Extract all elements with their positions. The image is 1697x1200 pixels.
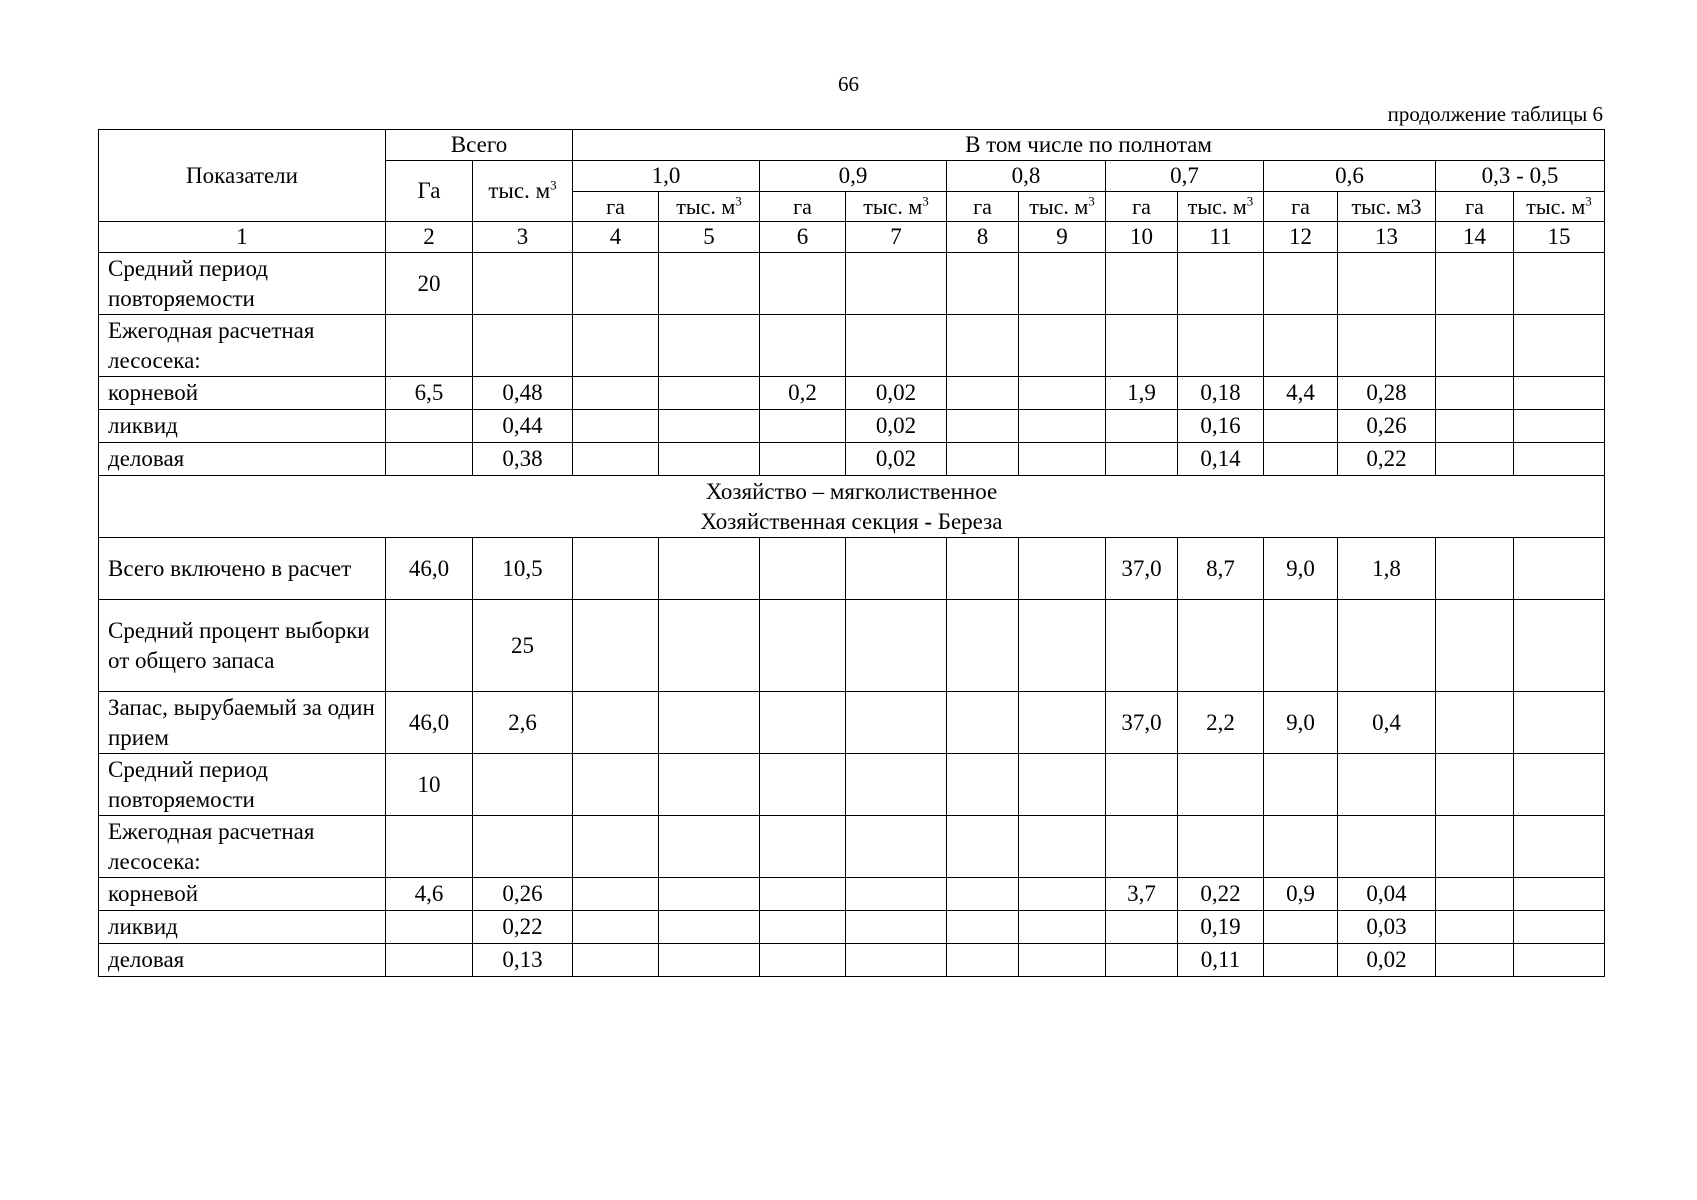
table-continuation-note: продолжение таблицы 6 bbox=[1387, 102, 1603, 126]
header-density-1-0: 1,0 bbox=[573, 161, 760, 192]
table-cell: 1,8 bbox=[1338, 538, 1436, 600]
header-density-0-7: 0,7 bbox=[1106, 161, 1264, 192]
table-cell bbox=[386, 315, 473, 377]
row-label: корневой bbox=[99, 377, 386, 410]
table-cell bbox=[760, 315, 846, 377]
section-header-row bbox=[99, 476, 1605, 538]
table-cell: 0,48 bbox=[473, 377, 573, 410]
row-label: деловая bbox=[99, 443, 386, 476]
sub-volume: тыс. $м^3$ bbox=[1178, 192, 1264, 222]
col-number: 3 bbox=[473, 222, 573, 253]
table-cell bbox=[659, 443, 760, 476]
table-cell bbox=[1264, 911, 1338, 944]
table-cell bbox=[659, 944, 760, 977]
table-cell bbox=[760, 692, 846, 754]
header-total-volume: тыс. $м^3$ bbox=[473, 161, 573, 222]
table-cell bbox=[473, 315, 573, 377]
table-cell: 0,16 bbox=[1178, 410, 1264, 443]
table-cell bbox=[1514, 754, 1605, 816]
table-cell bbox=[1436, 944, 1514, 977]
table-cell bbox=[1264, 410, 1338, 443]
header-by-density: В том числе по полнотам bbox=[573, 130, 1605, 161]
table-row bbox=[99, 410, 1605, 443]
sub-volume: тыс. $м^3$ bbox=[846, 192, 947, 222]
table-cell: 0,02 bbox=[1338, 944, 1436, 977]
row-label: Запас, вырубаемый за один прием bbox=[99, 692, 386, 754]
col-number: 12 bbox=[1264, 222, 1338, 253]
table-cell: 0,22 bbox=[473, 911, 573, 944]
table-cell bbox=[1338, 754, 1436, 816]
table-row bbox=[99, 816, 1605, 878]
table-cell bbox=[760, 443, 846, 476]
row-label: Всего включено в расчет bbox=[99, 538, 386, 600]
table-cell: 0,02 bbox=[846, 443, 947, 476]
table-cell bbox=[1019, 911, 1106, 944]
table-cell: 0,14 bbox=[1178, 443, 1264, 476]
table-cell bbox=[1436, 816, 1514, 878]
table-cell: 0,02 bbox=[846, 377, 947, 410]
forest-table bbox=[98, 129, 1605, 977]
table-cell bbox=[659, 253, 760, 315]
table-cell bbox=[1514, 253, 1605, 315]
table-cell: 0,11 bbox=[1178, 944, 1264, 977]
table-cell: 46,0 bbox=[386, 692, 473, 754]
row-label: деловая bbox=[99, 944, 386, 977]
table-cell bbox=[760, 816, 846, 878]
table-cell: 1,9 bbox=[1106, 377, 1178, 410]
table-cell bbox=[573, 538, 659, 600]
table-cell bbox=[1178, 754, 1264, 816]
table-cell bbox=[1019, 253, 1106, 315]
table-cell bbox=[1106, 944, 1178, 977]
table-cell: 0,4 bbox=[1338, 692, 1436, 754]
col-number: 8 bbox=[947, 222, 1019, 253]
table-row bbox=[99, 600, 1605, 692]
table-cell bbox=[573, 315, 659, 377]
table-cell bbox=[1106, 253, 1178, 315]
table-cell bbox=[1338, 315, 1436, 377]
table-cell bbox=[573, 911, 659, 944]
table-cell bbox=[1019, 315, 1106, 377]
col-number: 11 bbox=[1178, 222, 1264, 253]
table-cell: 0,44 bbox=[473, 410, 573, 443]
table-cell bbox=[1106, 315, 1178, 377]
table-cell bbox=[573, 692, 659, 754]
table-cell bbox=[1264, 816, 1338, 878]
table-cell bbox=[846, 692, 947, 754]
table-cell bbox=[386, 443, 473, 476]
table-cell: 0,03 bbox=[1338, 911, 1436, 944]
table-cell: 4,4 bbox=[1264, 377, 1338, 410]
table-cell: 25 bbox=[473, 600, 573, 692]
table-cell bbox=[760, 944, 846, 977]
table-row bbox=[99, 253, 1605, 315]
table-cell bbox=[947, 443, 1019, 476]
table-cell bbox=[1264, 944, 1338, 977]
table-cell: 8,7 bbox=[1178, 538, 1264, 600]
table-cell bbox=[846, 600, 947, 692]
table-cell bbox=[1106, 443, 1178, 476]
table-cell bbox=[947, 754, 1019, 816]
table-row bbox=[99, 538, 1605, 600]
table-cell bbox=[1436, 443, 1514, 476]
table-cell bbox=[947, 253, 1019, 315]
row-label: ликвид bbox=[99, 410, 386, 443]
table-cell: 46,0 bbox=[386, 538, 473, 600]
table-cell bbox=[659, 377, 760, 410]
table-row bbox=[99, 878, 1605, 911]
table-cell: 0,22 bbox=[1178, 878, 1264, 911]
table-cell bbox=[947, 538, 1019, 600]
table-cell bbox=[846, 538, 947, 600]
sub-volume: тыс. $м^3$ bbox=[1019, 192, 1106, 222]
table-cell bbox=[1436, 410, 1514, 443]
table-cell bbox=[573, 944, 659, 977]
table-cell: 0,2 bbox=[760, 377, 846, 410]
table-cell: 0,02 bbox=[846, 410, 947, 443]
table-cell bbox=[1514, 377, 1605, 410]
table-row bbox=[99, 754, 1605, 816]
table-cell: 0,22 bbox=[1338, 443, 1436, 476]
table-cell bbox=[1436, 538, 1514, 600]
table-cell: 0,38 bbox=[473, 443, 573, 476]
table-cell bbox=[573, 600, 659, 692]
table-cell bbox=[386, 600, 473, 692]
row-label: Ежегодная расчетная лесосека: bbox=[99, 816, 386, 878]
table-cell bbox=[760, 253, 846, 315]
table-cell bbox=[573, 410, 659, 443]
header-total: Всего bbox=[386, 130, 573, 161]
table-cell bbox=[846, 944, 947, 977]
table-cell bbox=[846, 911, 947, 944]
col-number: 13 bbox=[1338, 222, 1436, 253]
table-cell bbox=[1436, 754, 1514, 816]
table-cell bbox=[1264, 443, 1338, 476]
table-cell bbox=[573, 443, 659, 476]
table-cell: 20 bbox=[386, 253, 473, 315]
table-cell bbox=[1264, 253, 1338, 315]
col-number: 15 bbox=[1514, 222, 1605, 253]
col-number: 4 bbox=[573, 222, 659, 253]
table-cell bbox=[1338, 253, 1436, 315]
row-label: Средний процент выборки от общего запаса bbox=[99, 600, 386, 692]
table-cell bbox=[760, 754, 846, 816]
page-number: 66 bbox=[838, 72, 859, 96]
col-number: 14 bbox=[1436, 222, 1514, 253]
header-density-0-9: 0,9 bbox=[760, 161, 947, 192]
row-label: ликвид bbox=[99, 911, 386, 944]
table-cell bbox=[947, 816, 1019, 878]
header-density-0-8: 0,8 bbox=[947, 161, 1106, 192]
table-cell bbox=[1178, 315, 1264, 377]
sub-ha: га bbox=[1436, 192, 1514, 222]
table-cell bbox=[659, 911, 760, 944]
table-cell bbox=[1436, 692, 1514, 754]
table-cell bbox=[1514, 692, 1605, 754]
table-cell: 37,0 bbox=[1106, 692, 1178, 754]
table-cell bbox=[473, 253, 573, 315]
sub-ha: га bbox=[1106, 192, 1178, 222]
section-title bbox=[99, 476, 1605, 538]
table-cell: 9,0 bbox=[1264, 538, 1338, 600]
table-cell: 37,0 bbox=[1106, 538, 1178, 600]
table-cell bbox=[1514, 944, 1605, 977]
table-cell bbox=[947, 878, 1019, 911]
table-cell bbox=[1019, 878, 1106, 911]
table-cell bbox=[1019, 754, 1106, 816]
table-cell bbox=[1436, 600, 1514, 692]
table-cell bbox=[659, 410, 760, 443]
table-cell bbox=[1178, 253, 1264, 315]
table-cell: 0,26 bbox=[473, 878, 573, 911]
table-cell bbox=[1019, 944, 1106, 977]
table-cell bbox=[1106, 600, 1178, 692]
table-cell bbox=[386, 410, 473, 443]
table-cell bbox=[1019, 538, 1106, 600]
table-cell bbox=[1019, 443, 1106, 476]
table-cell: 0,28 bbox=[1338, 377, 1436, 410]
table-cell: 3,7 bbox=[1106, 878, 1178, 911]
table-cell bbox=[1514, 410, 1605, 443]
table-cell bbox=[659, 600, 760, 692]
table-cell bbox=[760, 911, 846, 944]
table-cell bbox=[846, 878, 947, 911]
table-cell: 6,5 bbox=[386, 377, 473, 410]
table-cell bbox=[947, 600, 1019, 692]
table-cell bbox=[573, 878, 659, 911]
table-cell bbox=[1338, 816, 1436, 878]
table-cell bbox=[1106, 410, 1178, 443]
col-number: 2 bbox=[386, 222, 473, 253]
table-cell bbox=[659, 315, 760, 377]
table-cell: 10 bbox=[386, 754, 473, 816]
table-cell bbox=[1436, 253, 1514, 315]
header-row-1 bbox=[99, 130, 1605, 161]
table-cell: 9,0 bbox=[1264, 692, 1338, 754]
table-cell bbox=[846, 754, 947, 816]
table-cell bbox=[1264, 754, 1338, 816]
table-cell: 0,13 bbox=[473, 944, 573, 977]
col-number: 7 bbox=[846, 222, 947, 253]
table-cell bbox=[760, 538, 846, 600]
table-row bbox=[99, 692, 1605, 754]
table-cell bbox=[846, 816, 947, 878]
table-cell bbox=[1338, 600, 1436, 692]
table-cell bbox=[1019, 410, 1106, 443]
row-label: Средний период повторяемости bbox=[99, 253, 386, 315]
table-cell: 0,26 bbox=[1338, 410, 1436, 443]
table-cell bbox=[947, 315, 1019, 377]
table-cell bbox=[1178, 816, 1264, 878]
table-cell: 2,6 bbox=[473, 692, 573, 754]
table-cell bbox=[386, 944, 473, 977]
table-cell bbox=[386, 816, 473, 878]
table-cell bbox=[1514, 600, 1605, 692]
table-cell bbox=[1514, 816, 1605, 878]
table-cell bbox=[1264, 600, 1338, 692]
sub-ha: га bbox=[573, 192, 659, 222]
row-label: корневой bbox=[99, 878, 386, 911]
section-farm-type: Хозяйство – мягколиственное bbox=[705, 478, 998, 504]
table-cell bbox=[947, 410, 1019, 443]
header-indicators: Показатели bbox=[99, 130, 386, 222]
table-cell bbox=[1436, 911, 1514, 944]
table-cell bbox=[947, 377, 1019, 410]
sub-ha: га bbox=[947, 192, 1019, 222]
table-cell: 0,9 bbox=[1264, 878, 1338, 911]
table-cell bbox=[947, 944, 1019, 977]
table-cell bbox=[1264, 315, 1338, 377]
table-cell: 4,6 bbox=[386, 878, 473, 911]
table-cell bbox=[846, 253, 947, 315]
table-cell: 0,04 bbox=[1338, 878, 1436, 911]
table-cell bbox=[473, 754, 573, 816]
table-cell bbox=[1019, 816, 1106, 878]
table-cell bbox=[1436, 878, 1514, 911]
table-cell bbox=[760, 600, 846, 692]
table-cell bbox=[473, 816, 573, 878]
table-cell bbox=[760, 878, 846, 911]
table-cell bbox=[573, 377, 659, 410]
table-row bbox=[99, 315, 1605, 377]
header-total-ha: Га bbox=[386, 161, 473, 222]
sub-ha: га bbox=[760, 192, 846, 222]
table-cell bbox=[1436, 315, 1514, 377]
col-number: 9 bbox=[1019, 222, 1106, 253]
header-density-0-6: 0,6 bbox=[1264, 161, 1436, 192]
table-cell: 2,2 bbox=[1178, 692, 1264, 754]
section-economic-section: Хозяйственная секция - Береза bbox=[700, 508, 1003, 534]
table-cell bbox=[386, 911, 473, 944]
sub-ha: га bbox=[1264, 192, 1338, 222]
table-cell bbox=[659, 754, 760, 816]
table-cell bbox=[1019, 692, 1106, 754]
table-row bbox=[99, 377, 1605, 410]
sub-volume: тыс. $м^3$ bbox=[659, 192, 760, 222]
table-cell bbox=[659, 878, 760, 911]
col-number: 6 bbox=[760, 222, 846, 253]
table-cell bbox=[1514, 911, 1605, 944]
row-label: Ежегодная расчетная лесосека: bbox=[99, 315, 386, 377]
table-cell bbox=[573, 253, 659, 315]
table-cell bbox=[1514, 538, 1605, 600]
table-cell bbox=[1514, 878, 1605, 911]
table-cell bbox=[1514, 315, 1605, 377]
table-row bbox=[99, 443, 1605, 476]
sub-volume: тыс. $м^3$ bbox=[1514, 192, 1605, 222]
col-number: 10 bbox=[1106, 222, 1178, 253]
sub-volume: тыс. м3 bbox=[1338, 192, 1436, 222]
table-cell: 0,18 bbox=[1178, 377, 1264, 410]
table-cell bbox=[846, 315, 947, 377]
row-label: Средний период повторяемости bbox=[99, 754, 386, 816]
header-density-0-3-0-5: 0,3 - 0,5 bbox=[1436, 161, 1605, 192]
table-cell bbox=[1106, 754, 1178, 816]
table-cell bbox=[1178, 600, 1264, 692]
table-cell bbox=[947, 911, 1019, 944]
table-cell bbox=[573, 816, 659, 878]
table-cell bbox=[573, 754, 659, 816]
table-cell bbox=[1514, 443, 1605, 476]
table-cell: 0,19 bbox=[1178, 911, 1264, 944]
table-cell bbox=[1106, 816, 1178, 878]
col-number: 1 bbox=[99, 222, 386, 253]
table-cell bbox=[1106, 911, 1178, 944]
table-cell bbox=[760, 410, 846, 443]
table-cell bbox=[659, 538, 760, 600]
table-row bbox=[99, 911, 1605, 944]
table-cell bbox=[947, 692, 1019, 754]
table-cell bbox=[1436, 377, 1514, 410]
table-cell bbox=[659, 692, 760, 754]
col-number: 5 bbox=[659, 222, 760, 253]
table-cell bbox=[1019, 377, 1106, 410]
table-cell: 10,5 bbox=[473, 538, 573, 600]
table-cell bbox=[659, 816, 760, 878]
table-row bbox=[99, 944, 1605, 977]
table-cell bbox=[1019, 600, 1106, 692]
column-numbers-row bbox=[99, 222, 1605, 253]
